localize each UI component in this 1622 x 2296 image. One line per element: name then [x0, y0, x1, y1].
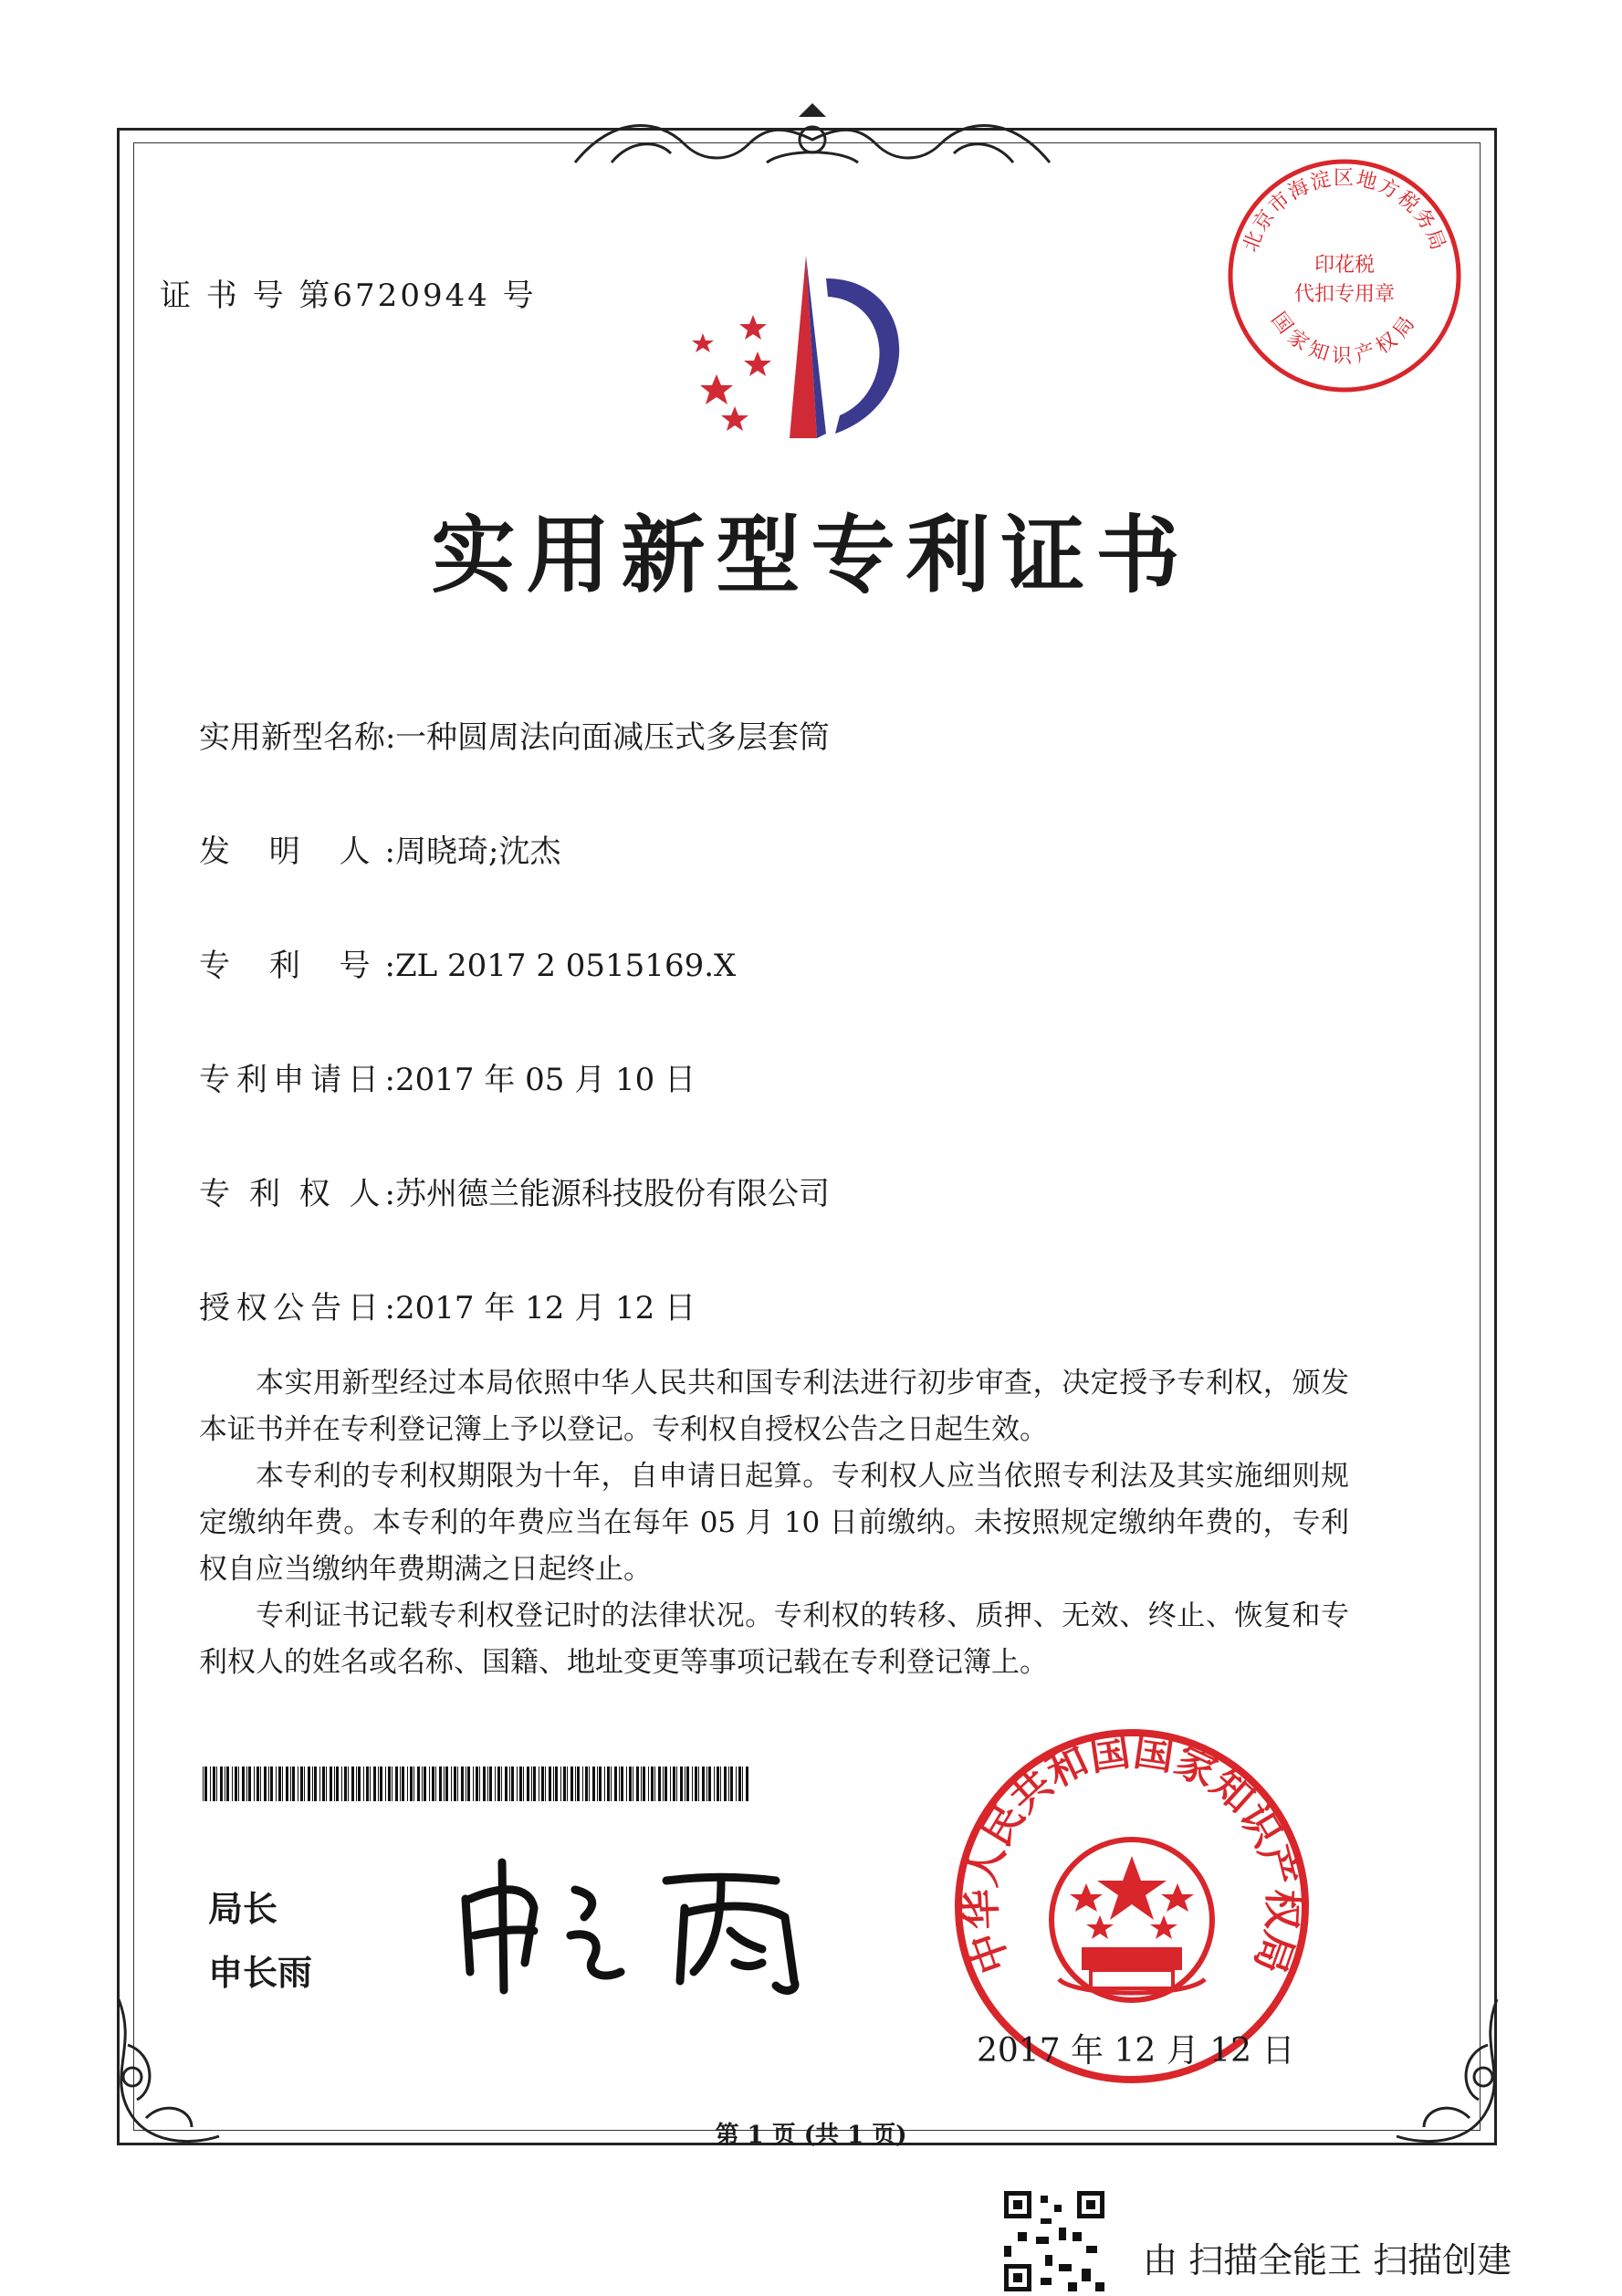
patent-office-logo [680, 246, 926, 447]
field-value: 2017 年 12 月 12 日 [395, 1290, 696, 1326]
barcode [203, 1767, 750, 1801]
field-label: 专 利 权 人: [199, 1176, 395, 1212]
tax-stamp [1221, 152, 1468, 399]
field-value: ZL 2017 2 0515169.X [395, 948, 737, 984]
svg-text:国家知识产权局: 国家知识产权局 [1266, 308, 1423, 368]
field-label: 发 明 人: [199, 833, 395, 870]
field-grant-date [199, 1283, 696, 1327]
paragraph-2: 本专利的专利权期限为十年，自申请日起算。专利权人应当依照专利法及其实施细则规定缴纳年费。本专利的年费应当在每年 05 月 10 日前缴纳。未按照规定缴纳年费的，专利权自应当缴纳年费期满之日起终止。 [199, 1460, 1349, 1586]
director-title: 局长 [208, 1889, 278, 1929]
field-label: 授权公告日: [199, 1290, 395, 1326]
page-number: 第 1 页 (共 1 页) [715, 2122, 907, 2149]
field-label: 专利申请日: [199, 1062, 395, 1098]
qr-code [1004, 2191, 1104, 2291]
svg-text:北京市海淀区地方税务局: 北京市海淀区地方税务局 [1239, 166, 1450, 256]
director-signature [447, 1844, 840, 1999]
paragraph-1: 本实用新型经过本局依照中华人民共和国专利法进行初步审查，决定授予专利权，颁发本证书并在专利登记簿上予以登记。专利权自授权公告之日起生效。 [199, 1367, 1349, 1446]
field-patentee [199, 1169, 830, 1213]
field-inventor [199, 826, 560, 871]
certificate-number: 证 书 号 第6720944 号 [160, 278, 537, 314]
svg-text:中华人民共和国国家知识产权局: 中华人民共和国国家知识产权局 [958, 1727, 1306, 1979]
paragraph-3: 专利证书记载专利权登记时的法律状况。专利权的转移、质押、无效、终止、恢复和专利权人的姓名或名称、国籍、地址变更等事项记载在专利登记簿上。 [199, 1599, 1349, 1679]
field-patent-number [199, 940, 736, 985]
stamp-line-1: 印花税 [1313, 254, 1376, 277]
national-emblem [1052, 1840, 1212, 2000]
field-value: 2017 年 05 月 10 日 [395, 1062, 696, 1098]
field-value: 苏州德兰能源科技股份有限公司 [395, 1176, 830, 1212]
scan-note: 由 扫描全能王 扫描创建 [1143, 2240, 1512, 2280]
director-name: 申长雨 [208, 1953, 313, 1993]
stamp-line-2: 代扣专用章 [1293, 283, 1396, 306]
field-application-date [199, 1054, 696, 1099]
certificate-title: 实用新型专利证书 [431, 506, 1191, 604]
field-value: 周晓琦;沈杰 [395, 833, 561, 870]
top-ornament [557, 99, 1068, 181]
field-utility-name [199, 712, 830, 757]
field-label: 实用新型名称: [199, 719, 396, 756]
seal-date: 2017 年 12 月 12 日 [977, 2032, 1295, 2070]
field-label: 专 利 号: [199, 948, 395, 984]
field-value: 一种圆周法向面减压式多层套筒 [395, 719, 830, 756]
